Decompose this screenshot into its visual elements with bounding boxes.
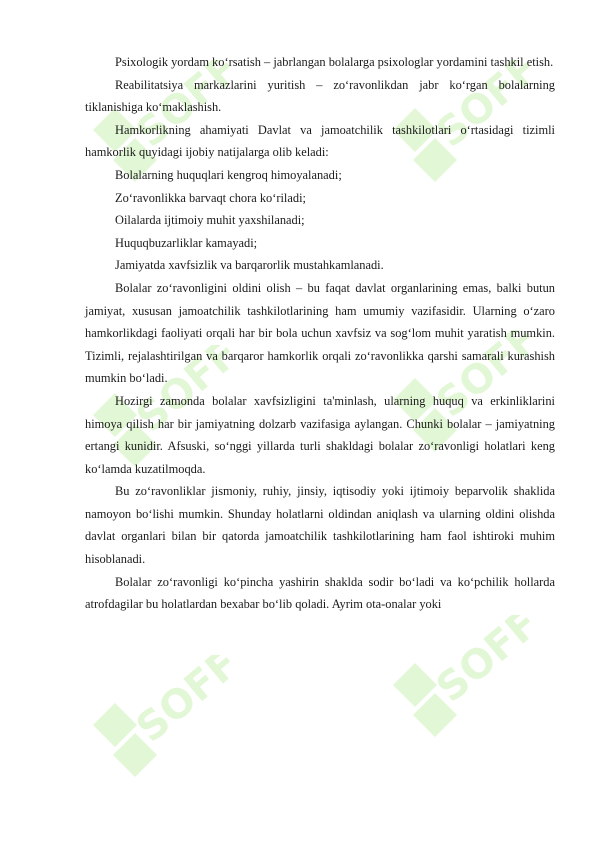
paragraph: Psixologik yordam ko‘rsatish – jabrlangan bolalarga psixologlar yordamini tashkil etish. [115, 55, 554, 69]
list-item: Huquqbuzarliklar kamayadi; [115, 235, 258, 250]
paragraph: Reabilitatsiya markazlarini yuritish – zo‘ravonlikdan jabr ko‘rgan bolalarning tiklanishiga ko‘maklashish. [85, 77, 555, 115]
paragraph: Bu zo‘ravonliklar jismoniy, ruhiy, jinsiy, iqtisodiy yoki ijtimoiy beparvolik shaklida namoyon bo‘lishi mumkin. Shunday holatlarni oldindan aniqlash va ularning oldini olishda davlat organlari bilan bir qatorda jamoatchilik tashkilotlarining ham faol ishtiroki muhim hisoblanadi. [85, 484, 555, 567]
list-item: Oilalarda ijtimoiy muhit yaxshilanadi; [115, 213, 305, 228]
paragraph: Hamkorlikning ahamiyati Davlat va jamoatchilik tashkilotlari o‘rtasidagi tizimli hamkorlik quyidagi ijobiy natijalarga olib keladi: [85, 122, 555, 160]
list-item: Zo‘ravonlikka barvaqt chora ko‘riladi; [115, 190, 306, 205]
watermark-text: SOFF [428, 60, 535, 157]
document-body [85, 51, 555, 616]
watermark-logo [75, 655, 235, 795]
paragraph: Bolalar zo‘ravonligi ko‘pincha yashirin shaklda sodir bo‘ladi va ko‘pchilik hollarda atrofdagilar bu holatlardan bexabar bo‘lib qoladi. Ayrim ota-onalar yoki [85, 574, 555, 612]
watermark-logo [375, 615, 535, 755]
paragraph: Bolalar zo‘ravonligini oldini olish – bu faqat davlat organlarining emas, balki butun jamiyat, xususan jamoatchilik tashkilotlarining ham umumiy vazifasidir. Ularning o‘zaro hamkorlikdagi faoliyati orqali har bir bola uchun xavfsiz va sog‘lom muhit yaratish mumkin. Tizimli, rejalashtirilgan va barqaror hamkorlik orqali zo‘ravonlikka qarshi samarali kurashish mumkin bo‘ladi. [85, 280, 555, 386]
watermark-text: SOFF [128, 60, 235, 157]
watermark-text: SOFF [428, 330, 535, 427]
watermark-text: SOFF [128, 655, 235, 752]
watermark-text: SOFF [128, 345, 235, 442]
list-item: Bolalarning huquqlari kengroq himoyalanadi; [115, 167, 342, 182]
paragraph: Hozirgi zamonda bolalar xavfsizligini ta'minlash, ularning huquq va erkinliklarini himoya qilish har bir jamiyatning dolzarb vazifasiga aylangan. Chunki bolalar – jamiyatning ertangi kunidir. Afsuski, so‘nggi yillarda turli shakldagi bolalar zo‘ravonligi holatlari keng ko‘lamda kuzatilmoqda. [85, 393, 555, 476]
list-item: Jamiyatda xavfsizlik va barqarorlik mustahkamlanadi. [115, 258, 384, 273]
watermark-text: SOFF [428, 615, 535, 712]
